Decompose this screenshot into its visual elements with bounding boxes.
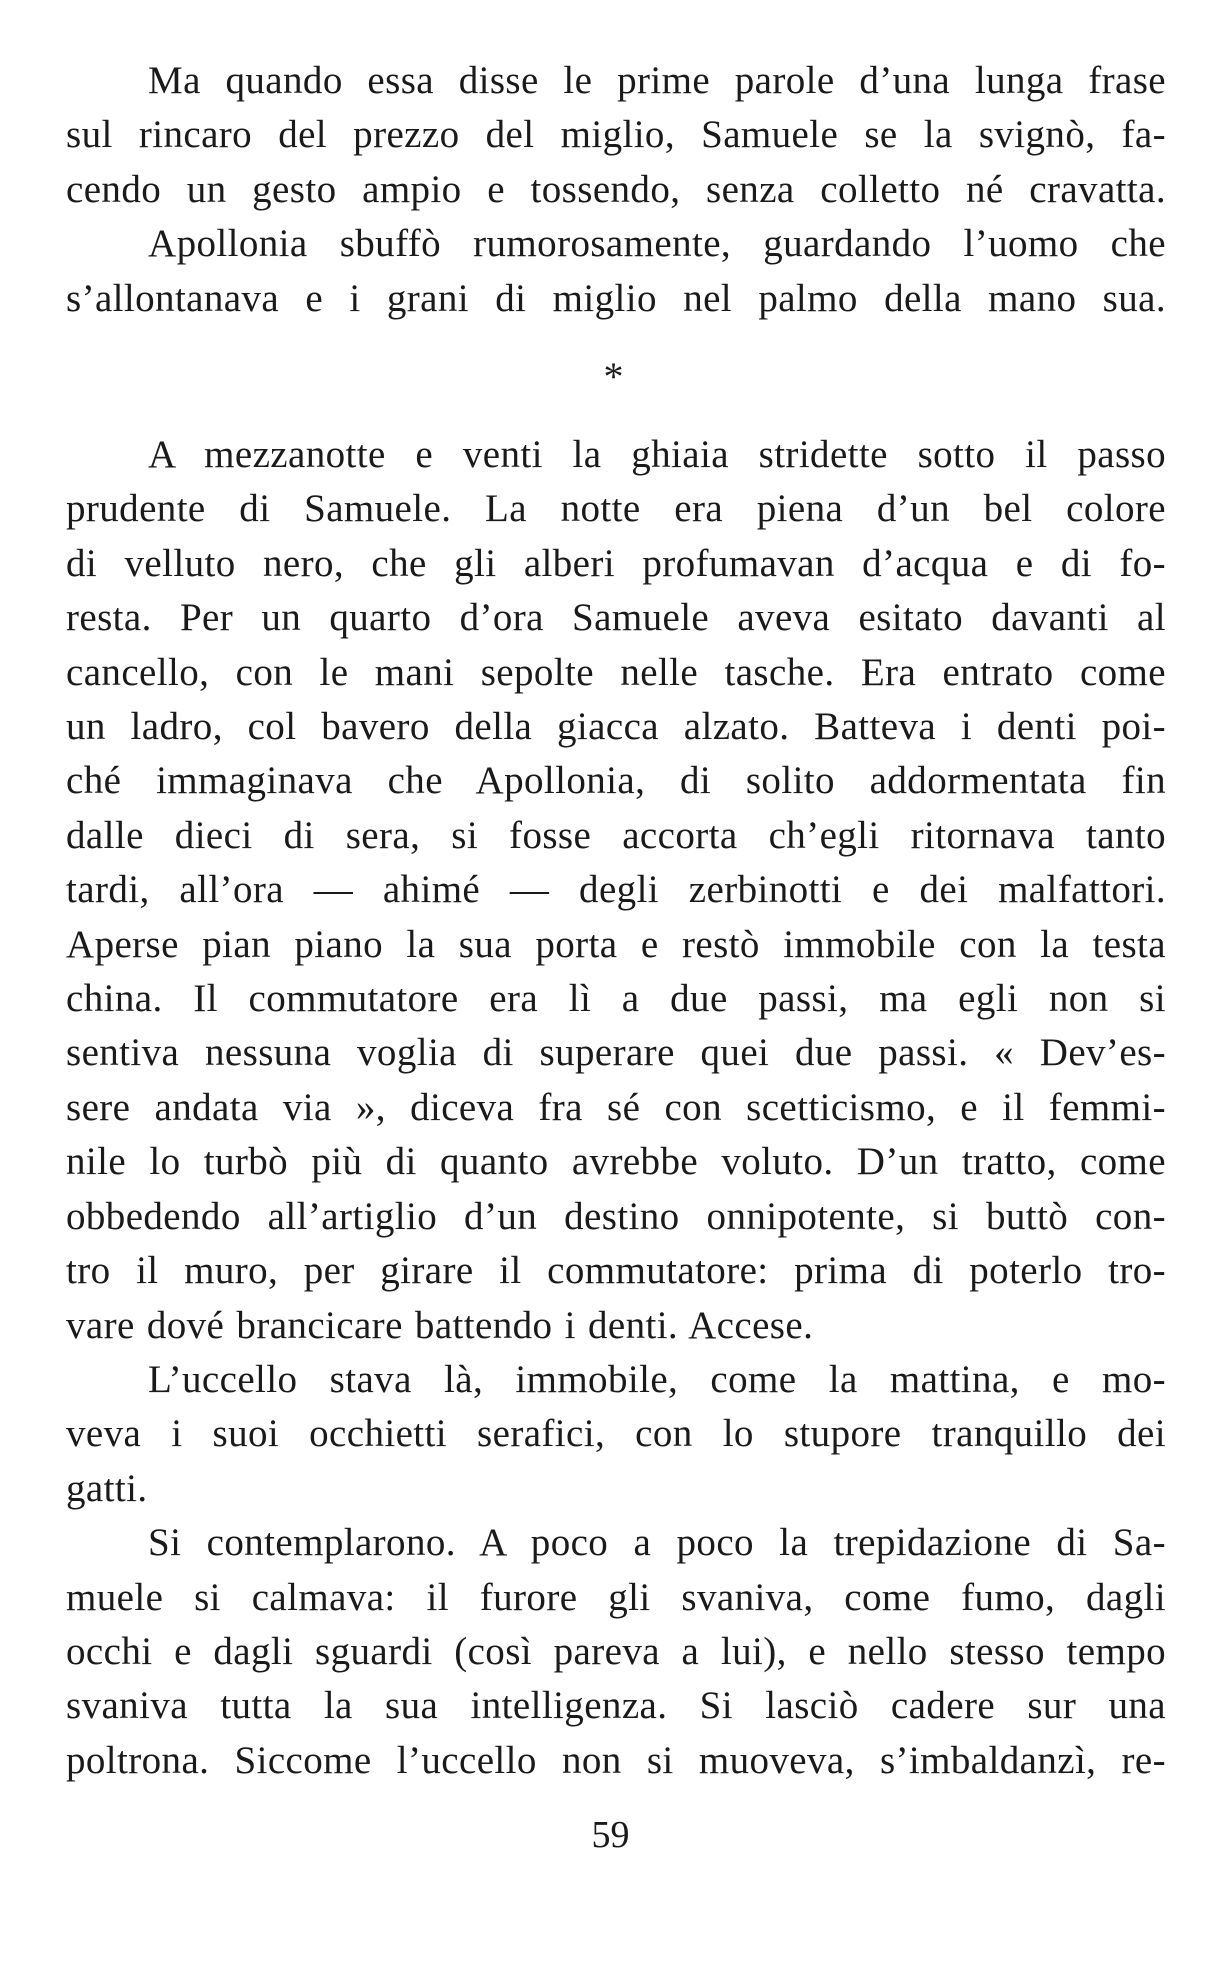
paragraph-2 [66,428,1166,1353]
text-line: dalle dieci di sera, si fosse accorta ch’egli ritornava tanto [66,813,1166,857]
page-number: 59 [591,1814,630,1856]
text-line: obbedendo all’artiglio d’un destino onnipotente, si buttò con- [66,1194,1166,1238]
text-line: Apollonia sbuffò rumorosamente, guardando l’uomo che [148,222,1166,266]
text-line: tro il muro, per girare il commutatore: prima di poterlo tro- [66,1249,1166,1293]
text-line: cancello, con le mani sepolte nelle tasche. Era entrato come [66,650,1166,694]
text-line: sentiva nessuna voglia di superare quei due passi. « Dev’es- [66,1031,1166,1075]
paragraph-4 [66,1516,1166,1788]
text-line: tardi, all’ora — ahimé — degli zerbinotti e dei malfattori. [66,868,1166,912]
asterisk-separator: * [603,354,624,399]
text-line: nile lo turbò più di quanto avrebbe voluto. D’un tratto, come [66,1140,1166,1184]
text-line: muele si calmava: il furore gli svaniva, come fumo, dagli [66,1575,1166,1619]
text-line: veva i suoi occhietti serafici, con lo stupore tranquillo dei [66,1412,1166,1456]
text-line: occhi e dagli sguardi (così pareva a lui), e nello stesso tempo [66,1629,1166,1673]
text-line: Si contemplarono. A poco a poco la trepidazione di Sa- [148,1521,1166,1565]
text-line: gatti. [66,1466,148,1510]
paragraph-1 [66,54,1166,326]
text-line: poltrona. Siccome l’uccello non si muoveva, s’imbaldanzì, re- [66,1738,1166,1782]
paragraph-3 [66,1353,1166,1516]
text-line: sere andata via », diceva fra sé con scetticismo, e il femmi- [66,1085,1166,1129]
section-separator [0,354,1221,399]
text-line: resta. Per un quarto d’ora Samuele aveva esitato davanti al [66,596,1166,640]
text-line: sul rincaro del prezzo del miglio, Samuele se la svignò, fa- [66,113,1166,157]
text-line: Ma quando essa disse le prime parole d’una lunga frase [148,59,1166,102]
text-line: Aperse pian piano la sua porta e restò immobile con la testa [66,922,1166,966]
text-line: un ladro, col bavero della giacca alzato. Batteva i denti poi- [66,705,1166,749]
text-block-top [66,54,1166,326]
text-line: china. Il commutatore era lì a due passi, ma egli non si [66,977,1166,1021]
text-line: svaniva tutta la sua intelligenza. Si lasciò cadere sur una [66,1684,1166,1728]
text-line: vare dové brancicare battendo i denti. Accese. [66,1303,814,1347]
text-line: ché immaginava che Apollonia, di solito addormentata fin [66,759,1166,803]
text-line: cendo un gesto ampio e tossendo, senza colletto né cravatta. [66,167,1166,211]
text-line: A mezzanotte e venti la ghiaia stridette sotto il passo [148,433,1166,476]
text-line: prudente di Samuele. La notte era piena d’un bel colore [66,487,1166,531]
text-line: di velluto nero, che gli alberi profumavan d’acqua e di fo- [66,541,1166,585]
text-line: s’allontanava e i grani di miglio nel palmo della mano sua. [66,276,1166,320]
text-block-main [66,428,1166,1788]
text-line: L’uccello stava là, immobile, come la mattina, e mo- [148,1357,1166,1401]
